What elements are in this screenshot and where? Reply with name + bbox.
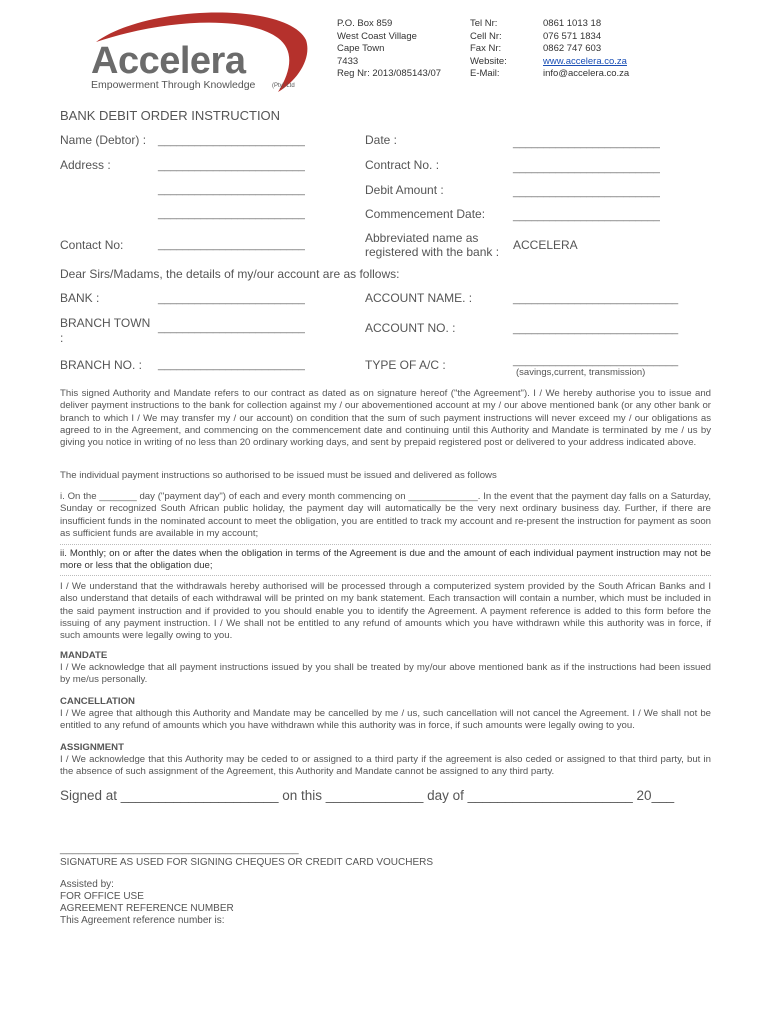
option-i-paragraph: i. On the _______ day ("payment day") of each and every month commencing on _____________. In the event that the payment day falls on a Saturday, Sunday or recognized South African public holiday, the payment day will automatically be the very next ordinary business day. Further, if there are insufficient funds in the nominated account to meet the obligation, you are entitled to track my account and re-present the instruction for payment as soon as sufficient funds are available in my account; (60, 491, 711, 539)
assignment-heading: ASSIGNMENT (60, 742, 124, 753)
account-type-label: TYPE OF A/C : (365, 358, 446, 372)
form-title: BANK DEBIT ORDER INSTRUCTION (60, 108, 281, 123)
logo-suffix: (Pty) Ltd (272, 83, 295, 89)
branch-no-field[interactable]: ________________________ (158, 359, 305, 371)
contact-label: Fax Nr: (470, 43, 502, 55)
branch-town-field[interactable]: ________________________ (158, 322, 305, 334)
branch-no-label: BRANCH NO. : (60, 358, 143, 372)
address-block (337, 18, 441, 81)
address-line: Cape Town (337, 43, 385, 55)
assignment-paragraph: I / We acknowledge that this Authority may be ceded to or assigned to a third party if the agreement is also ceded or assigned to that third party, but in the absence of such assignment of the Agreement, this Authority and Mandate cannot be assigned to any third party. (60, 754, 711, 778)
abbrev-name-value: ACCELERA (513, 238, 578, 252)
abbrev-name-label-2: registered with the bank : (365, 245, 500, 259)
contact-label: Website: (470, 55, 507, 67)
contact-labels (470, 18, 507, 81)
company-logo (88, 10, 313, 92)
office-use-label: FOR OFFICE USE (60, 891, 144, 902)
address-line: West Coast Village (337, 30, 417, 42)
assisted-by-label: Assisted by: (60, 879, 114, 890)
option-ii-paragraph: ii. Monthly; on or after the dates when the obligation in terms of the Agreement is due and the amount of each individual payment instruction may not be more or less that the obligation due; (60, 548, 711, 572)
contact-no-label: Contact No: (60, 238, 124, 252)
cancellation-heading: CANCELLATION (60, 696, 135, 707)
contact-no-field[interactable]: ________________________ (158, 239, 305, 251)
signature-line[interactable]: _______________________________________ (60, 843, 299, 855)
email-address: info@accelera.co.za (543, 68, 630, 80)
authority-paragraph: This signed Authority and Mandate refers to our contract as dated as on signature hereof ("the Agreement"). I / We hereby authorise you to issue and deliver payment instructions to the bank for collection against my / our abovementioned account at my / our above mentioned bank (or any other bank or branch to which I / We may transfer my / our account) on condition that the sum of such payment instructions will never exceed my / our obligations as agreed to in the Agreement, and commencing on the commencement date and continuing until this Authority and Mandate is terminated by me / us by giving you notice in writing of no less than 20 ordinary working days, and sent by prepaid registered post or delivered to your address indicated above. (60, 388, 711, 449)
address-field-2[interactable]: ________________________ (158, 184, 305, 196)
signature-caption: SIGNATURE AS USED FOR SIGNING CHEQUES OR CREDIT CARD VOUCHERS (60, 857, 434, 868)
account-type-field[interactable]: ___________________________ (513, 355, 679, 367)
commencement-label: Commencement Date: (365, 207, 486, 221)
signed-at-line[interactable]: Signed at _____________________ on this _____________ day of ______________________ 20___ (60, 788, 675, 803)
name-label: Name (Debtor) : (60, 133, 147, 147)
address-line: P.O. Box 859 (337, 18, 393, 29)
date-field[interactable]: ________________________ (513, 137, 660, 149)
agreement-ref-label: AGREEMENT REFERENCE NUMBER (60, 903, 234, 914)
withdrawals-paragraph: I / We understand that the withdrawals hereby authorised will be processed through a computerized system provided by the South African Banks and I also understand that details of each withdrawal will be printed on my bank statement. Each transaction will contain a number, which must be included in the said payment instruction and if provided to you should enable you to identify the Agreement. A payment reference is added to this form before the issuing of any payment instruction. I / We shall not be entitled to any refund of amounts which you have withdrawn while this authority was in force, if such amounts were legally owing to you. (60, 581, 711, 642)
fax-number: 0862 747 603 (543, 43, 602, 55)
account-name-field[interactable]: ___________________________ (513, 293, 679, 305)
account-no-label: ACCOUNT NO. : (365, 321, 456, 335)
contract-label: Contract No. : (365, 158, 440, 172)
divider (60, 575, 711, 576)
date-label: Date : (365, 133, 398, 147)
contact-label: E-Mail: (470, 68, 500, 80)
tel-number: 0861 1013 18 (543, 18, 602, 29)
contact-values (543, 18, 629, 81)
name-field[interactable]: ________________________ (158, 135, 305, 147)
debit-amount-field[interactable]: ________________________ (513, 186, 660, 198)
mandate-paragraph: I / We acknowledge that all payment instructions issued by you shall be treated by my/our above mentioned bank as if the instructions had been issued by me/us personally. (60, 662, 711, 686)
logo-tagline: Empowerment Through Knowledge (91, 79, 256, 91)
address-line: 7433 (337, 55, 359, 67)
address-field-3[interactable]: ________________________ (158, 208, 305, 220)
branch-town-colon: : (60, 331, 64, 345)
debit-amount-label: Debit Amount : (365, 183, 444, 197)
contract-field[interactable]: ________________________ (513, 162, 660, 174)
bank-field[interactable]: ________________________ (158, 293, 305, 305)
agreement-ref-statement: This Agreement reference number is: (60, 915, 225, 926)
account-no-field[interactable]: ___________________________ (513, 323, 679, 335)
address-line: Reg Nr: 2013/085143/07 (337, 68, 442, 80)
cell-number: 076 571 1834 (543, 30, 602, 42)
logo-name: Accelera (91, 40, 246, 82)
address-label: Address : (60, 158, 111, 172)
website-link[interactable]: www.accelera.co.za (543, 55, 627, 67)
account-type-hint: (savings,current, transmission) (516, 367, 646, 378)
account-intro: Dear Sirs/Madams, the details of my/our account are as follows: (60, 267, 400, 281)
contact-label: Tel Nr: (470, 18, 498, 29)
individual-instructions: The individual payment instructions so authorised to be issued must be issued and delivered as follows (60, 470, 497, 481)
branch-town-label: BRANCH TOWN (60, 316, 151, 330)
mandate-heading: MANDATE (60, 650, 108, 661)
commencement-field[interactable]: ________________________ (513, 210, 660, 222)
cancellation-paragraph: I / We agree that although this Authority and Mandate may be cancelled by me / us, such cancellation will not cancel the Agreement. I / We shall not be entitled to any refund of amounts which you have withdrawn while this authority was in force, if such amounts were legally owing to you. (60, 708, 711, 732)
address-field-1[interactable]: ________________________ (158, 160, 305, 172)
contact-label: Cell Nr: (470, 30, 502, 42)
bank-label: BANK : (60, 291, 100, 305)
account-name-label: ACCOUNT NAME. : (365, 291, 473, 305)
divider (60, 544, 711, 545)
abbrev-name-label-1: Abbreviated name as (365, 231, 479, 245)
